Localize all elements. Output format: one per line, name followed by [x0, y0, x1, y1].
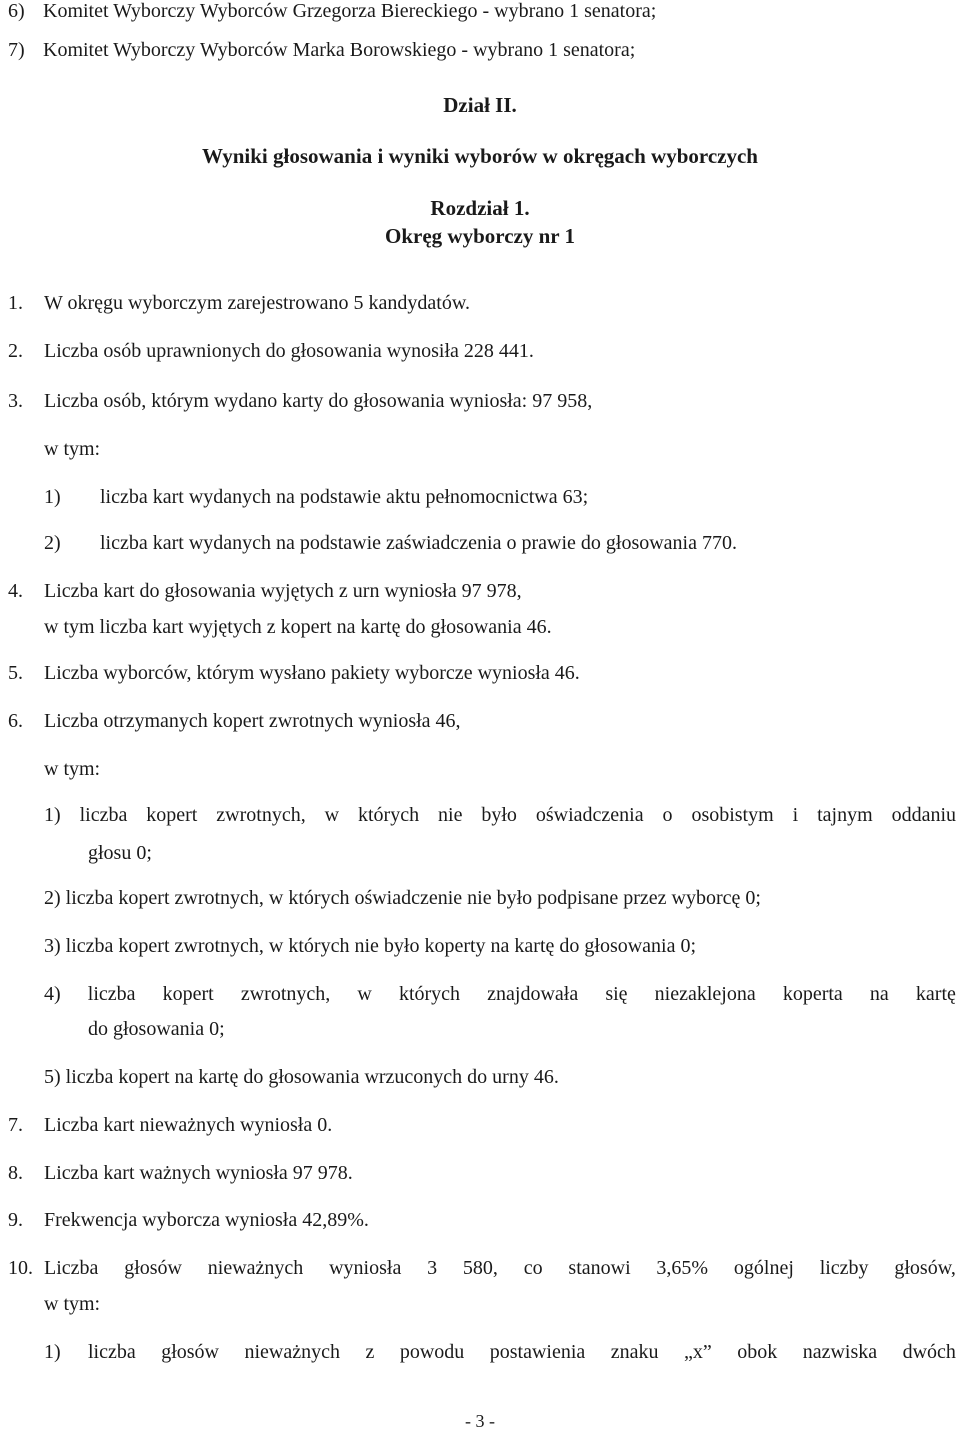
sub-list-item: 1) liczba kopert zwrotnych, w których nie było oświadczenia o osobistym i tajnym oddaniu	[44, 804, 956, 826]
chapter-title: Okręg wyborczy nr 1	[385, 224, 575, 248]
division-title: Wyniki głosowania i wyniki wyborów w okręgach wyborczych	[202, 144, 758, 168]
page-number: - 3 -	[465, 1411, 495, 1431]
chapter-heading: Rozdział 1.	[430, 196, 530, 220]
sub-list-item: 4) liczba kopert zwrotnych, w których znajdowała się niezaklejona koperta na kartę	[44, 983, 956, 1005]
division-heading: Dział II.	[443, 93, 517, 117]
document-page: 6) Komitet Wyborczy Wyborców Grzegorza Biereckiego - wybrano 1 senatora; 7) Komitet Wyborczy Wyborców Marka Borowskiego - wybrano 1 senatora; Dział II. Wyniki głosowania i wyniki wyborów w okręgach wyborczych Rozdział 1. Okręg wyborczy nr 1 1. W okręgu wyborczym zarejestrowano 5 kandydatów. 2. Liczba osób uprawnionych do głosowania wynosiła 228 441. 3. Liczba osób, którym wydano karty do głosowania wyniosła: 97 958, w tym: 1) liczba kart wydanych na podstawie aktu pełnomocnictwa 63; 2) liczba kart wydanych na podstawie zaświadczenia o prawie do głosowania 770. 4. Liczba kart do głosowania wyjętych z urn wyniosła 97 978, w tym liczba kart wyjętych z kopert na kartę do głosowania 46. 5. Liczba wyborców, którym wysłano pakiety wyborcze wyniosła 46. 6. Liczba otrzymanych kopert zwrotnych wyniosła 46, w tym: 1) liczba kopert zwrotnych, w których nie było oświadczenia o osobistym i tajnym oddaniu głosu 0; 2) liczba kopert zwrotnych, w których oświadczenie nie było podpisane przez wyborcę 0; 3) liczba kopert zwrotnych, w których nie było koperty na kartę do głosowania 0; 4) liczba kopert zwrotnych, w których znajdowała się niezaklejona koperta na kartę do głosowania 0; 5) liczba kopert na kartę do głosowania wrzuconych do urny 46. 7. Liczba kart nieważnych wyniosła 0. 8. Liczba kart ważnych wyniosła 97 978. 9. Frekwencja wyborcza wyniosła 42,89%. 10. Liczba głosów nieważnych wyniosła 3 580, co stanowi 3,65% ogólnej liczby głosów, w tym: 1) liczba głosów nieważnych z powodu postawienia znaku „x” obok nazwiska dwóch - 3 -	[0, 0, 960, 1433]
